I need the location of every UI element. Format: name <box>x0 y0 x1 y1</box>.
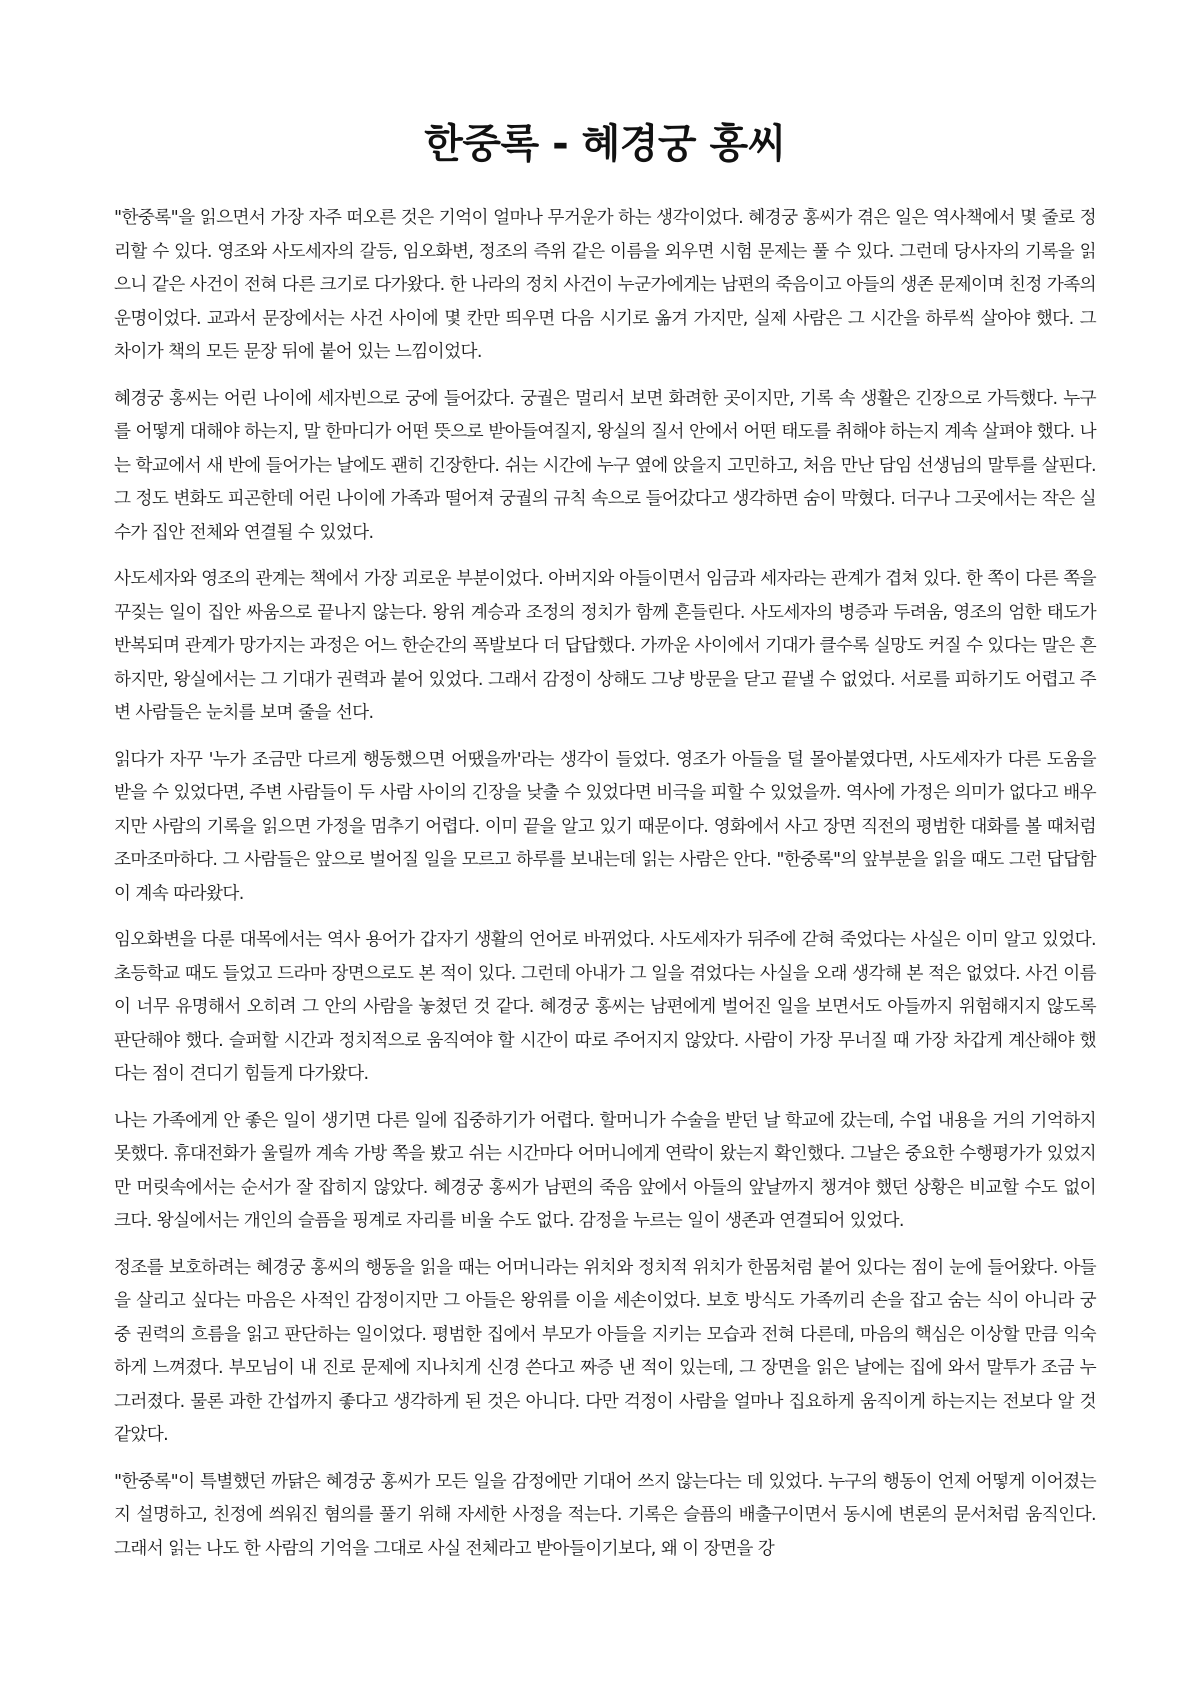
paragraph-2: 혜경궁 홍씨는 어린 나이에 세자빈으로 궁에 들어갔다. 궁궐은 멀리서 보면 화려한 곳이지만, 기록 속 생활은 긴장으로 가득했다. 누구를 어떻게 대해야 하는지, 말 한마디가 어떤 뜻으로 받아들여질지, 왕실의 질서 안에서 어떤 태도를 취해야 하는지 계속 살펴야 했다. 나는 학교에서 새 반에 들어가는 날에도 괜히 긴장한다. 쉬는 시간에 누구 옆에 앉을지 고민하고, 처음 만난 담임 선생님의 말투를 살핀다. 그 정도 변화도 피곤한데 어린 나이에 가족과 떨어져 궁궐의 규칙 속으로 들어갔다고 생각하면 숨이 막혔다. 더구나 그곳에서는 작은 실수가 집안 전체와 연결될 수 있었다. <box>114 388 1096 543</box>
paragraph-6: 나는 가족에게 안 좋은 일이 생기면 다른 일에 집중하기가 어렵다. 할머니가 수술을 받던 날 학교에 갔는데, 수업 내용을 거의 기억하지 못했다. 휴대전화가 울릴까 계속 가방 쪽을 봤고 쉬는 시간마다 어머니에게 연락이 왔는지 확인했다. 그날은 중요한 수행평가가 있었지만 머릿속에서는 순서가 잘 잡히지 않았다. 혜경궁 홍씨가 남편의 죽음 앞에서 아들의 앞날까지 챙겨야 했던 상황은 비교할 수도 없이 크다. 왕실에서는 개인의 슬픔을 핑계로 자리를 비울 수도 없다. 감정을 누르는 일이 생존과 연결되어 있었다. <box>114 1110 1096 1231</box>
page-title: 한중록 - 혜경궁 홍씨 <box>424 121 786 167</box>
paragraph-5: 임오화변을 다룬 대목에서는 역사 용어가 갑자기 생활의 언어로 바뀌었다. 사도세자가 뒤주에 갇혀 죽었다는 사실은 이미 알고 있었다. 초등학교 때도 들었고 드라마 장면으로도 본 적이 있다. 그런데 아내가 그 일을 겪었다는 사실을 오래 생각해 본 적은 없었다. 사건 이름이 너무 유명해서 오히려 그 안의 사람을 놓쳤던 것 같다. 혜경궁 홍씨는 남편에게 벌어진 일을 보면서도 아들까지 위험해지지 않도록 판단해야 했다. 슬퍼할 시간과 정치적으로 움직여야 할 시간이 따로 주어지지 않았다. 사람이 가장 무너질 때 가장 차갑게 계산해야 했다는 점이 견디기 힘들게 다가왔다. <box>114 930 1096 1084</box>
paragraph-4: 읽다가 자꾸 '누가 조금만 다르게 행동했으면 어땠을까'라는 생각이 들었다. 영조가 아들을 덜 몰아붙였다면, 사도세자가 다른 도움을 받을 수 있었다면, 주변 사람들이 두 사람 사이의 긴장을 낮출 수 있었다면 비극을 피할 수 있었을까. 역사에 가정은 의미가 없다고 배우지만 사람의 기록을 읽으면 가정을 멈추기 어렵다. 이미 끝을 알고 있기 때문이다. 영화에서 사고 장면 직전의 평범한 대화를 볼 때처럼 조마조마하다. 그 사람들은 앞으로 벌어질 일을 모르고 하루를 보내는데 읽는 사람은 안다. "한중록"의 앞부분을 읽을 때도 그런 답답함이 계속 따라왔다. <box>114 749 1096 904</box>
paragraph-3: 사도세자와 영조의 관계는 책에서 가장 괴로운 부분이었다. 아버지와 아들이면서 임금과 세자라는 관계가 겹쳐 있다. 한 쪽이 다른 쪽을 꾸짖는 일이 집안 싸움으로 끝나지 않는다. 왕위 계승과 조정의 정치가 함께 흔들린다. 사도세자의 병증과 두려움, 영조의 엄한 태도가 반복되며 관계가 망가지는 과정은 어느 한순간의 폭발보다 더 답답했다. 가까운 사이에서 기대가 클수록 실망도 커질 수 있다는 말은 흔하지만, 왕실에서는 그 기대가 권력과 붙어 있었다. 그래서 감정이 상해도 그냥 방문을 닫고 끝낼 수 없었다. 서로를 피하기도 어렵고 주변 사람들은 눈치를 보며 줄을 선다. <box>114 569 1096 723</box>
paragraph-7: 정조를 보호하려는 혜경궁 홍씨의 행동을 읽을 때는 어머니라는 위치와 정치적 위치가 한몸처럼 붙어 있다는 점이 눈에 들어왔다. 아들을 살리고 싶다는 마음은 사적인 감정이지만 그 아들은 왕위를 이을 세손이었다. 보호 방식도 가족끼리 손을 잡고 숨는 식이 아니라 궁중 권력의 흐름을 읽고 판단하는 일이었다. 평범한 집에서 부모가 아들을 지키는 모습과 전혀 다른데, 마음의 핵심은 이상할 만큼 익숙하게 느껴졌다. 부모님이 내 진로 문제에 지나치게 신경 쓴다고 짜증 낸 적이 있는데, 그 장면을 읽은 날에는 집에 와서 말투가 조금 누그러졌다. 물론 과한 간섭까지 좋다고 생각하게 된 것은 아니다. 다만 걱정이 사람을 얼마나 집요하게 움직이게 하는지는 전보다 알 것 같았다. <box>114 1257 1096 1445</box>
paragraph-8: "한중록"이 특별했던 까닭은 혜경궁 홍씨가 모든 일을 감정에만 기대어 쓰지 않는다는 데 있었다. 누구의 행동이 언제 어떻게 이어졌는지 설명하고, 친정에 씌워진 혐의를 풀기 위해 자세한 사정을 적는다. 기록은 슬픔의 배출구이면서 동시에 변론의 문서처럼 움직인다. 그래서 읽는 나도 한 사람의 기억을 그대로 사실 전체라고 받아들이기보다, 왜 이 장면을 강 <box>114 1471 1096 1559</box>
document-body <box>114 202 1096 1566</box>
paragraph-1: "한중록"을 읽으면서 가장 자주 떠오른 것은 기억이 얼마나 무거운가 하는 생각이었다. 혜경궁 홍씨가 겪은 일은 역사책에서 몇 줄로 정리할 수 있다. 영조와 사도세자의 갈등, 임오화변, 정조의 즉위 같은 이름을 외우면 시험 문제는 풀 수 있다. 그런데 당사자의 기록을 읽으니 같은 사건이 전혀 다른 크기로 다가왔다. 한 나라의 정치 사건이 누군가에게는 남편의 죽음이고 아들의 생존 문제이며 친정 가족의 운명이었다. 교과서 문장에서는 사건 사이에 몇 칸만 띄우면 다음 시기로 옮겨 가지만, 실제 사람은 그 시간을 하루씩 살아야 했다. 그 차이가 책의 모든 문장 뒤에 붙어 있는 느낌이었다. <box>114 208 1096 362</box>
